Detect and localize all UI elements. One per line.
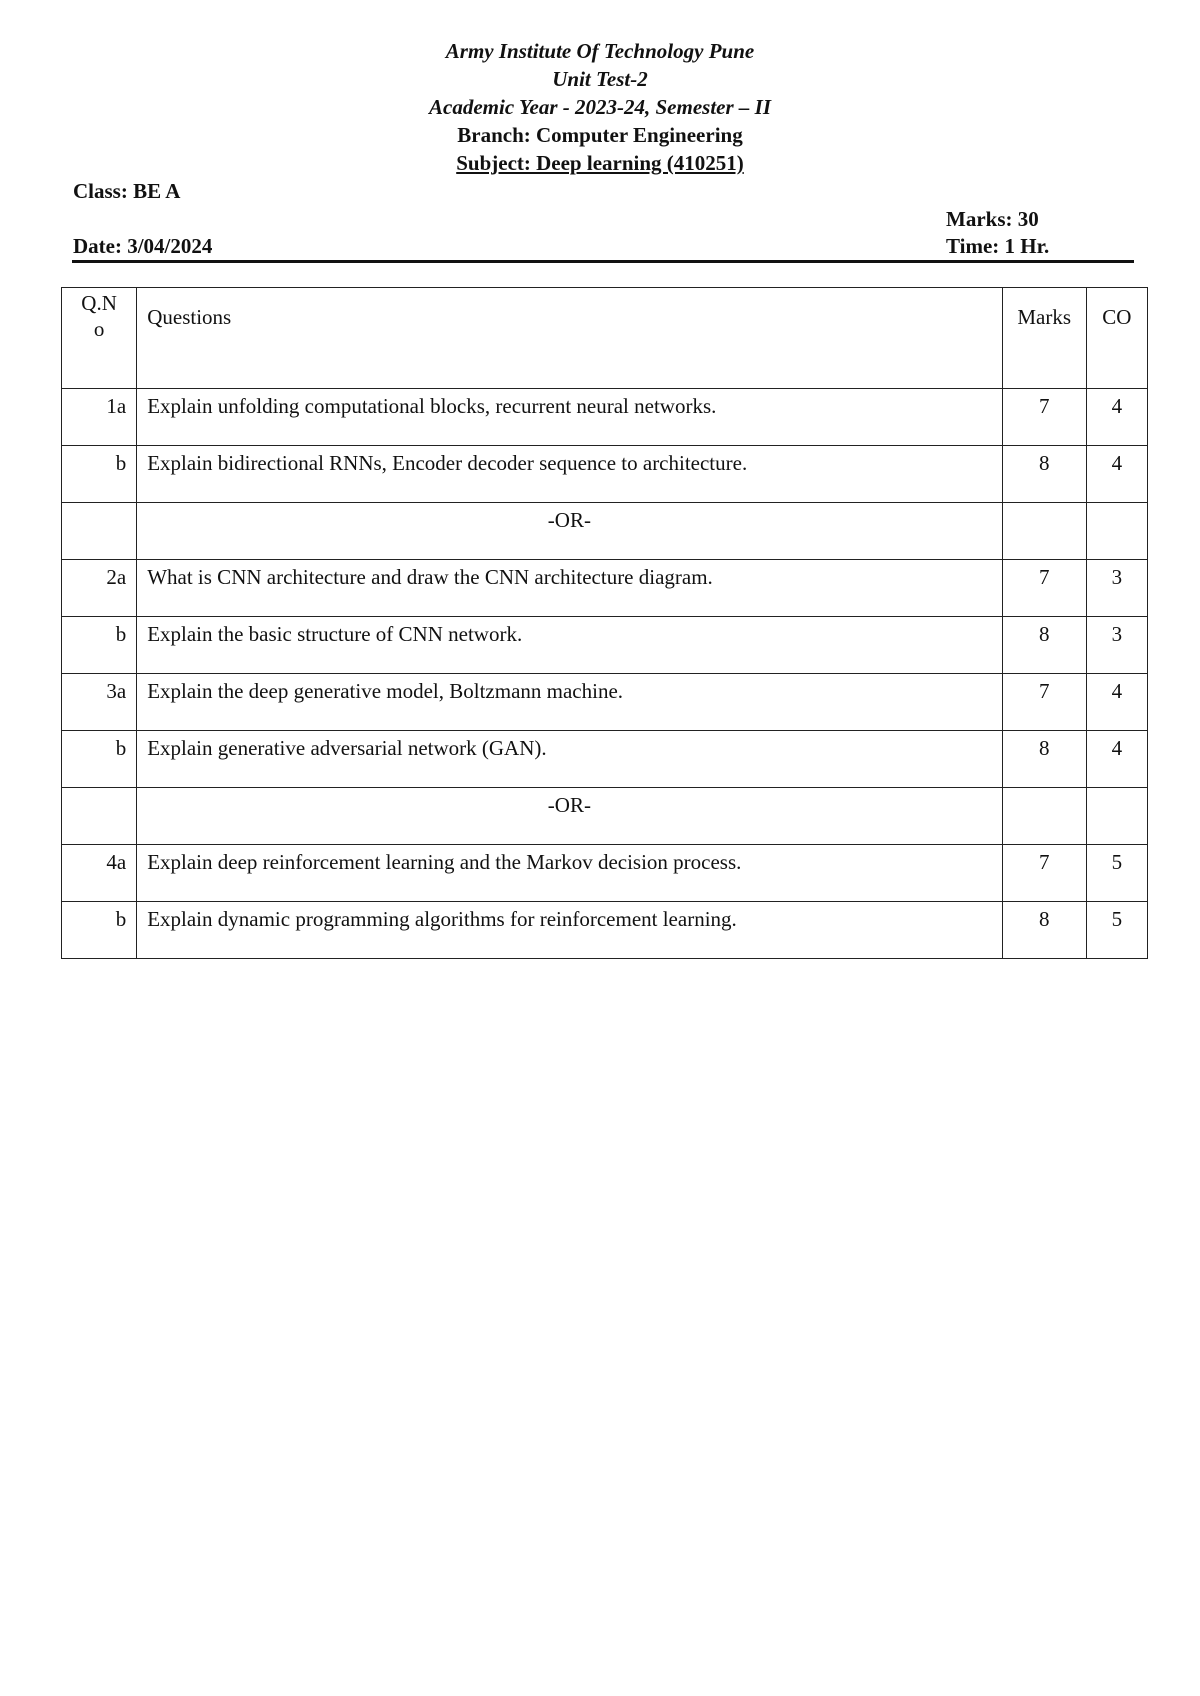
header-divider [72,260,1134,263]
question-marks [1002,503,1086,560]
question-co: 3 [1086,617,1147,674]
header-marks: Marks [1002,288,1086,389]
question-co: 5 [1086,902,1147,959]
question-co: 3 [1086,560,1147,617]
or-separator: -OR- [137,788,1002,845]
header-qno [62,288,137,389]
question-co [1086,503,1147,560]
question-text: Explain deep reinforcement learning and the Markov decision process. [137,845,1002,902]
question-number: 1a [62,389,137,446]
question-marks: 7 [1002,389,1086,446]
question-text: Explain the deep generative model, Boltzmann machine. [137,674,1002,731]
academic-year: Academic Year - 2023-24, Semester – II [429,95,771,119]
question-text: Explain dynamic programming algorithms for reinforcement learning. [137,902,1002,959]
time-label: Time: 1 Hr. [946,234,1050,258]
question-number: b [62,617,137,674]
questions-table-body [62,288,1148,959]
question-text: Explain the basic structure of CNN network. [137,617,1002,674]
question-marks: 7 [1002,674,1086,731]
institute-name: Army Institute Of Technology Pune [445,39,755,63]
question-marks: 8 [1002,902,1086,959]
question-marks [1002,788,1086,845]
question-co: 4 [1086,389,1147,446]
subject: Subject: Deep learning (410251) [456,151,744,175]
question-number [62,788,137,845]
question-marks: 8 [1002,731,1086,788]
question-text: What is CNN architecture and draw the CNN architecture diagram. [137,560,1002,617]
question-marks: 7 [1002,560,1086,617]
question-number: 3a [62,674,137,731]
header-qno-line2: o [93,317,105,341]
question-number: b [62,902,137,959]
question-co: 4 [1086,674,1147,731]
question-number: 4a [62,845,137,902]
question-marks: 7 [1002,845,1086,902]
questions-table [61,287,1148,959]
table-header-row [62,288,1148,389]
table-row [62,731,1148,788]
question-number [62,503,137,560]
date-label: Date: 3/04/2024 [73,234,213,258]
question-marks: 8 [1002,617,1086,674]
question-text: Explain bidirectional RNNs, Encoder decoder sequence to architecture. [137,446,1002,503]
or-separator: -OR- [137,503,1002,560]
table-row [62,560,1148,617]
question-co: 4 [1086,446,1147,503]
question-text: Explain generative adversarial network (GAN). [137,731,1002,788]
question-co: 5 [1086,845,1147,902]
question-number: b [62,446,137,503]
table-row [62,617,1148,674]
question-number: 2a [62,560,137,617]
class-label: Class: BE A [73,179,181,203]
question-co: 4 [1086,731,1147,788]
header-co: CO [1086,288,1147,389]
marks-label: Marks: 30 [946,207,1039,231]
table-row [62,389,1148,446]
table-row [62,503,1148,560]
table-row [62,845,1148,902]
table-row [62,446,1148,503]
table-row [62,902,1148,959]
test-title: Unit Test-2 [552,67,648,91]
table-row [62,788,1148,845]
question-marks: 8 [1002,446,1086,503]
table-row [62,674,1148,731]
header-questions: Questions [137,288,1002,389]
question-number: b [62,731,137,788]
branch: Branch: Computer Engineering [457,123,743,147]
header-qno-line1: Q.N [81,291,117,315]
question-text: Explain unfolding computational blocks, recurrent neural networks. [137,389,1002,446]
subject-line [0,150,1200,176]
question-co [1086,788,1147,845]
